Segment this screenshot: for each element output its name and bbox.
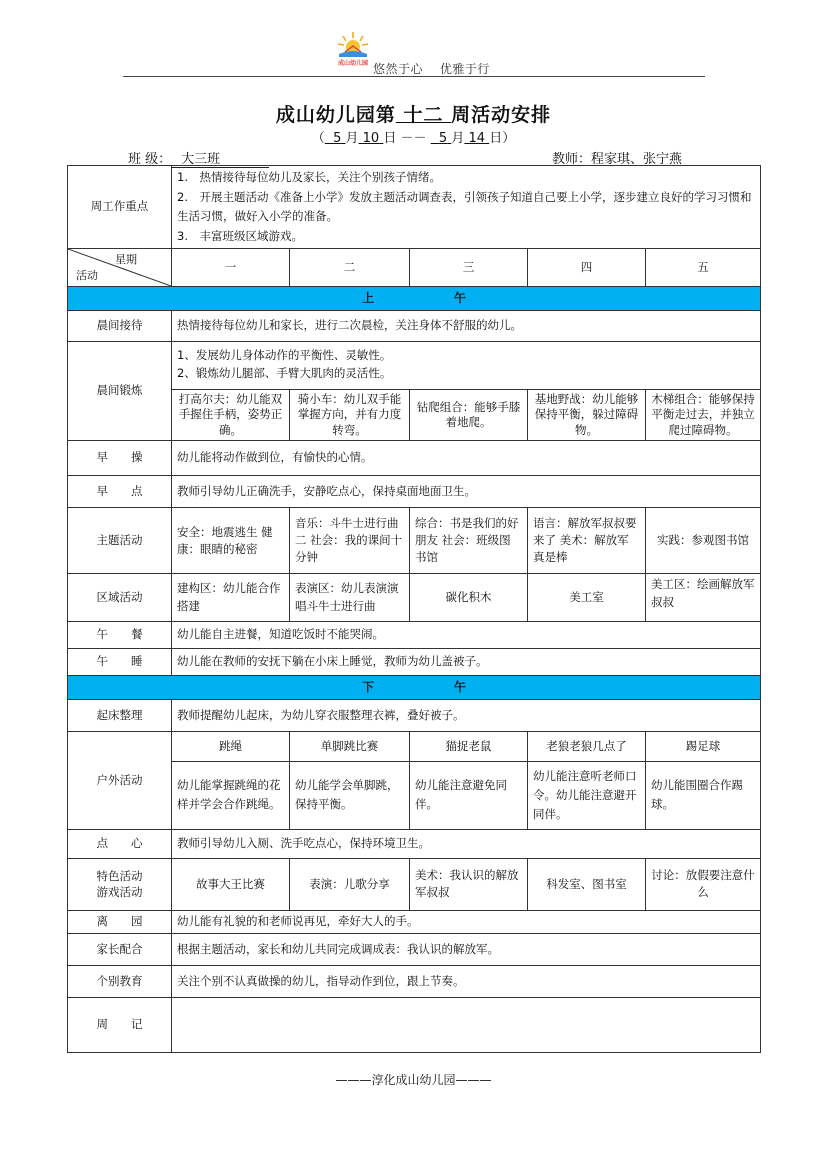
- area-wed: 碳化积木: [410, 574, 528, 622]
- outdoor-game-thu: 老狼老狼几点了: [528, 731, 646, 761]
- corner-activity-label: 活动: [76, 269, 98, 283]
- weekday-header-row: [68, 249, 761, 287]
- footer-text: ———淳化成山幼儿园———: [335, 1073, 492, 1087]
- snack-row: [68, 476, 761, 508]
- individual-row: [68, 965, 761, 997]
- wakeup-row: [68, 699, 761, 731]
- area-fri: 美工区：绘画解放军叔叔: [646, 574, 761, 622]
- outdoor-goal-tue: 幼儿能学会单脚跳，保持平衡。: [290, 761, 410, 829]
- row-label: 特色活动 游戏活动: [68, 858, 172, 910]
- weekly-focus-row: [68, 166, 761, 249]
- theme-wed: 综合：书是我们的好朋友 社会：班级图书馆: [410, 508, 528, 574]
- parents-content: 根据主题活动，家长和幼儿共同完成调成表：我认识的解放军。: [172, 933, 761, 965]
- logo-text: 成山幼儿园: [337, 60, 369, 67]
- row-label: 个别教育: [68, 965, 172, 997]
- nap-row: [68, 649, 761, 676]
- theme-tue: 音乐：斗牛士进行曲二 社会：我的课间十分钟: [290, 508, 410, 574]
- row-label: 离 园: [68, 910, 172, 933]
- wakeup-content: 教师提醒幼儿起床，为幼儿穿衣服整理衣裤，叠好被子。: [172, 699, 761, 731]
- day-header-mon: 一: [172, 249, 290, 287]
- day-header-fri: 五: [646, 249, 761, 287]
- area-row: [68, 574, 761, 622]
- day-header-thu: 四: [528, 249, 646, 287]
- row-label: 周工作重点: [68, 166, 172, 249]
- day-header-wed: 三: [410, 249, 528, 287]
- outdoor-goal-fri: 幼儿能围圈合作踢球。: [646, 761, 761, 829]
- exercise-days-row: [68, 389, 761, 441]
- row-label: 晨间接待: [68, 310, 172, 341]
- class-info: 班 级： 大三班: [128, 148, 269, 168]
- weekly-focus-content: [172, 166, 761, 249]
- special-mon: 故事大王比赛: [172, 858, 290, 910]
- outdoor-game-wed: 猫捉老鼠: [410, 731, 528, 761]
- lunch-content: 幼儿能自主进餐，知道吃饭时不能哭闹。: [172, 622, 761, 649]
- row-label: 晨间锻炼: [68, 341, 172, 441]
- theme-fri: 实践：参观图书馆: [646, 508, 761, 574]
- row-label: 周 记: [68, 997, 172, 1052]
- row-label: 区域活动: [68, 574, 172, 622]
- outdoor-games-row: [68, 731, 761, 761]
- day-header-tue: 二: [290, 249, 410, 287]
- focus-item: 2. 开展主题活动《准备上小学》发放主题活动调查表，引领孩子知道自己要上小学，逐步建立良好的学习习惯和生活习惯，做好入小学的准备。: [177, 189, 752, 224]
- focus-item: 1. 热情接待每位幼儿及家长，关注个别孩子情绪。: [177, 170, 441, 184]
- exercise-mon: 打高尔夫：幼儿能双手握住手柄，姿势正确。: [172, 389, 290, 441]
- corner-header-cell: [68, 249, 172, 287]
- afternoon-band-row: [68, 676, 761, 700]
- weekly-schedule-table: [67, 165, 761, 1053]
- corner-weekday-label: 星期: [115, 253, 137, 267]
- leave-content: 幼儿能有礼貌的和老师说再见，牵好大人的手。: [172, 910, 761, 933]
- special-wed: 美术：我认识的解放军叔叔: [410, 858, 528, 910]
- individual-content: 关注个别不认真做操的幼儿，指导动作到位，跟上节奏。: [172, 965, 761, 997]
- focus-item: 3. 丰富班级区域游戏。: [177, 228, 303, 243]
- nap-content: 幼儿能在教师的安抚下躺在小床上睡觉，教师为幼儿盖被子。: [172, 649, 761, 676]
- gym-row: [68, 441, 761, 476]
- exercise-thu: 基地野战：幼儿能够保持平衡，躲过障碍物。: [528, 389, 646, 441]
- exercise-tue: 骑小车：幼儿双手能掌握方向，并有力度转弯。: [290, 389, 410, 441]
- outdoor-goal-mon: 幼儿能掌握跳绳的花样并学会合作跳绳。: [172, 761, 290, 829]
- class-value: 大三班: [171, 148, 269, 168]
- outdoor-goal-thu: 幼儿能注意听老师口令。幼儿能注意避开同伴。: [528, 761, 646, 829]
- reception-content: 热情接待每位幼儿和家长，进行二次晨检，关注身体不舒服的幼儿。: [172, 310, 761, 341]
- week-number: 十二: [403, 104, 444, 126]
- area-mon: 建构区：幼儿能合作搭建: [172, 574, 290, 622]
- morning-band-row: [68, 287, 761, 311]
- exercise-goals: 1、发展幼儿身体动作的平衡性、灵敏性。 2、锻炼幼儿腿部、手臂大肌肉的灵活性。: [172, 341, 761, 389]
- exercise-wed: 钻爬组合：能够手膝着地爬。: [410, 389, 528, 441]
- area-tue: 表演区：幼儿表演演唱斗牛士进行曲: [290, 574, 410, 622]
- morning-band: 上 午: [68, 287, 761, 311]
- row-label: 早 操: [68, 441, 172, 476]
- exercise-goals-row: [68, 341, 761, 389]
- row-label: 午 餐: [68, 622, 172, 649]
- special-thu: 科发室、图书室: [528, 858, 646, 910]
- afternoon-snack-content: 教师引导幼儿入厕、洗手吃点心，保持环境卫生。: [172, 829, 761, 858]
- theme-mon: 安全：地震逃生 健康：眼睛的秘密: [172, 508, 290, 574]
- outdoor-goal-wed: 幼儿能注意避免同伴。: [410, 761, 528, 829]
- outdoor-game-mon: 跳绳: [172, 731, 290, 761]
- header-divider: [123, 76, 705, 77]
- row-label: 早 点: [68, 476, 172, 508]
- notes-row: [68, 997, 761, 1052]
- special-fri: 讨论：放假要注意什么: [646, 858, 761, 910]
- gym-content: 幼儿能将动作做到位，有愉快的心情。: [172, 441, 761, 476]
- row-label: 点 心: [68, 829, 172, 858]
- outdoor-game-tue: 单脚跳比赛: [290, 731, 410, 761]
- snack-content: 教师引导幼儿正确洗手，安静吃点心，保持桌面地面卫生。: [172, 476, 761, 508]
- kindergarten-logo: [335, 30, 371, 68]
- theme-row: [68, 508, 761, 574]
- exercise-fri: 木梯组合：能够保持平衡走过去，并独立爬过障碍物。: [646, 389, 761, 441]
- special-activity-row: [68, 858, 761, 910]
- area-thu: 美工室: [528, 574, 646, 622]
- teacher-info: 教师：程家琪、张宁燕: [552, 152, 683, 167]
- outdoor-goals-row: [68, 761, 761, 829]
- date-range: （ 5 月 10 日 －－ 5 月 14 日）: [311, 131, 516, 146]
- afternoon-band: 下 午: [68, 676, 761, 700]
- parents-row: [68, 933, 761, 965]
- leave-row: [68, 910, 761, 933]
- afternoon-snack-row: [68, 829, 761, 858]
- row-label: 户外活动: [68, 731, 172, 829]
- row-label: 午 睡: [68, 649, 172, 676]
- row-label: 起床整理: [68, 699, 172, 731]
- outdoor-game-fri: 踢足球: [646, 731, 761, 761]
- page-title: 成山幼儿园第 十二 周活动安排: [275, 104, 552, 126]
- special-tue: 表演：儿歌分享: [290, 858, 410, 910]
- motto: 悠然于心 优雅于行: [373, 62, 490, 76]
- theme-thu: 语言：解放军叔叔要来了 美术：解放军真是棒: [528, 508, 646, 574]
- lunch-row: [68, 622, 761, 649]
- notes-content: [172, 997, 761, 1052]
- reception-row: [68, 310, 761, 341]
- row-label: 家长配合: [68, 933, 172, 965]
- row-label: 主题活动: [68, 508, 172, 574]
